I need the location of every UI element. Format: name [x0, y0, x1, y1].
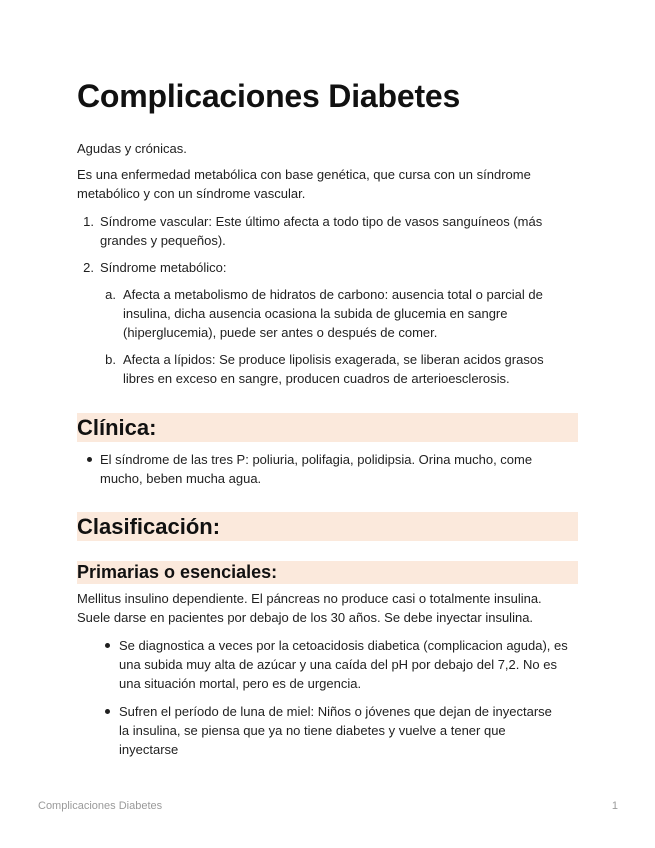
- subsection-heading-primarias: Primarias o esenciales:: [77, 561, 578, 584]
- footer-page-number: 1: [611, 800, 618, 812]
- list-item-text: Síndrome vascular: Este último afecta a todo tipo de vasos sanguíneos (más grandes y pequeños).: [100, 214, 543, 248]
- section-heading-clinica: Clínica:: [77, 413, 578, 442]
- list-item-text: El síndrome de las tres P: poliuria, polifagia, polidipsia. Orina mucho, come mucho, beben mucha agua.: [100, 452, 533, 486]
- footer-title: Complicaciones Diabetes: [38, 800, 163, 812]
- list-item-text: Afecta a metabolismo de hidratos de carbono: ausencia total o parcial de insulina, dicha ausencia ocasiona la subida de glucemia en sangre (hiperglucemia), puede ser antes o después de comer.: [123, 287, 543, 340]
- list-item-text: Se diagnostica a veces por la cetoacidosis diabetica (complicacion aguda), es una subida muy alta de azúcar y una caída del pH por debajo del 7,2. No es una situación mortal, pero es de urgencia.: [119, 638, 568, 691]
- list-marker: a.: [105, 287, 116, 302]
- page-title: Complicaciones Diabetes: [77, 78, 461, 114]
- section-heading-clasificacion: Clasificación:: [77, 512, 578, 541]
- bullet-icon: [105, 709, 110, 714]
- list-item-text: Síndrome metabólico:: [100, 260, 227, 275]
- list-marker: 2.: [83, 260, 94, 275]
- primarias-paragraph: Mellitus insulino dependiente. El páncreas no produce casi o totalmente insulina. Suele darse en pacientes por debajo de los 30 años. Se debe inyectar insulina.: [77, 591, 542, 625]
- list-marker: b.: [105, 352, 116, 367]
- intro-paragraph-2: Es una enfermedad metabólica con base genética, que cursa con un síndrome metabólico y con un síndrome vascular.: [77, 167, 531, 201]
- intro-paragraph-1: Agudas y crónicas.: [77, 141, 187, 156]
- list-item-text: Afecta a lípidos: Se produce lipolisis exagerada, se liberan acidos grasos libres en exceso en sangre, producen cuadros de arterioesclerosis.: [123, 352, 544, 386]
- bullet-icon: [87, 457, 92, 462]
- bullet-icon: [105, 643, 110, 648]
- list-marker: 1.: [83, 214, 94, 229]
- list-item-text: Sufren el período de luna de miel: Niños o jóvenes que dejan de inyectarse la insulina, se piensa que ya no tiene diabetes y vuelve a tener que inyectarse: [119, 704, 552, 757]
